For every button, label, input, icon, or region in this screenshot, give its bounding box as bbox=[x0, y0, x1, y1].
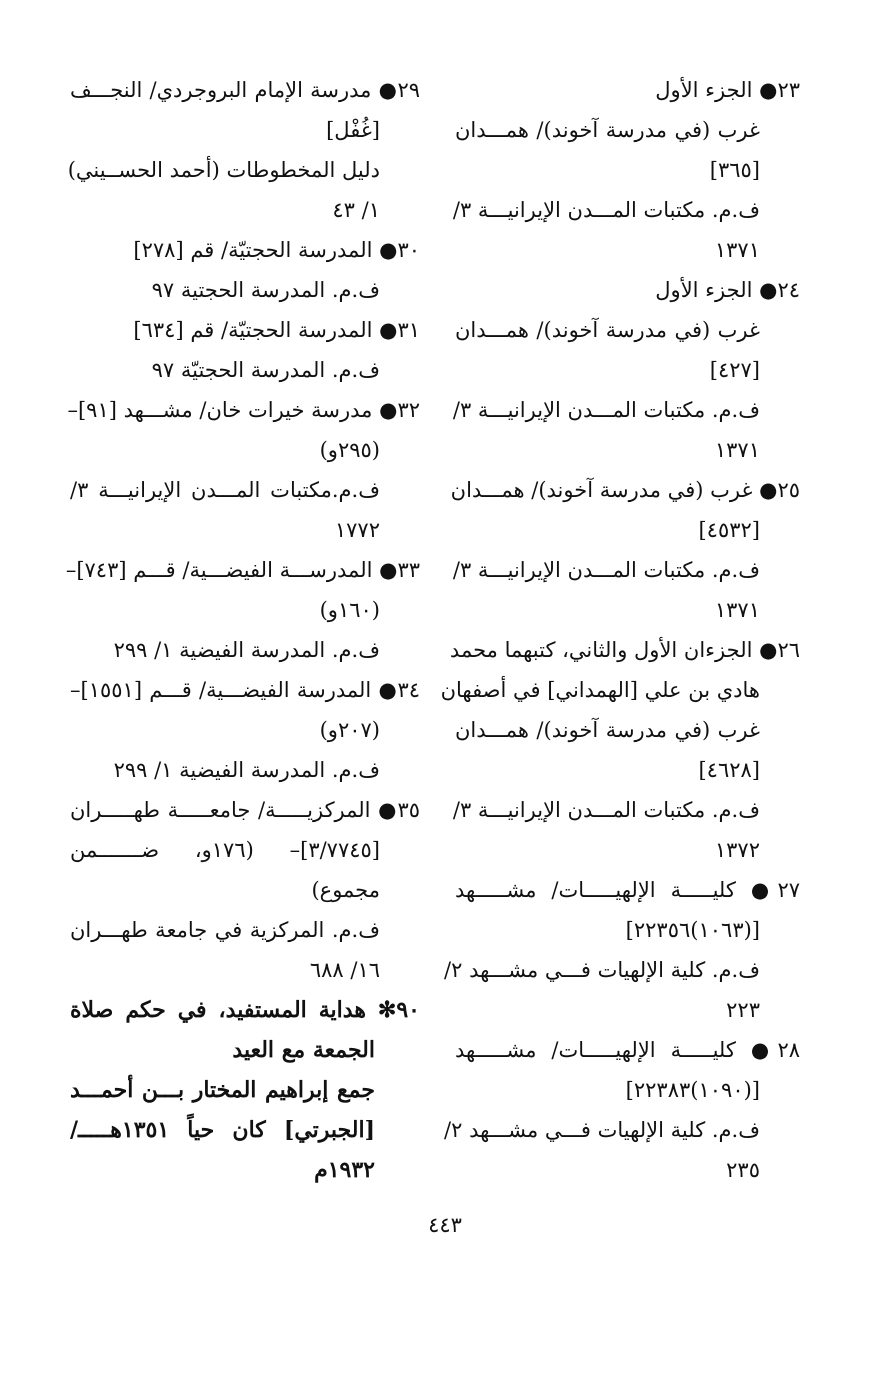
text-line: ٣١● المدرسة الحجتيّة/ قم [٦٣٤] bbox=[133, 318, 420, 342]
text-line: هادي بن علي [الهمداني] في أصفهان bbox=[440, 678, 760, 702]
text-line: ف.م.مكتبات المـــدن الإيرانيـــة ٣/ bbox=[70, 478, 380, 502]
text-line: [٤٥٣٢] bbox=[698, 518, 760, 542]
text-line: ٢٥● غرب (في مدرسة آخوند)/ همـــدان bbox=[450, 478, 800, 502]
text-line: [الجبرتي] كان حياً ١٣٥١هـــــ/ bbox=[70, 1117, 375, 1143]
text-line: [٣/٧٧٤٥]– (١٧٦و، ضـــــــمن bbox=[70, 838, 380, 862]
text-line: (٢٠٧و) bbox=[319, 718, 380, 742]
text-line: ١٣٧١ bbox=[714, 598, 760, 622]
text-line: ف.م. كلية الإلهيات فـــي مشـــهد ٢/ bbox=[444, 1118, 760, 1142]
text-line: ٣٤● المدرسة الفيضـــية/ قـــم [١٥٥١]– bbox=[70, 678, 420, 702]
text-line: (٢٩٥و) bbox=[319, 438, 380, 462]
text-line: ف.م. مكتبات المـــدن الإيرانيـــة ٣/ bbox=[452, 198, 760, 222]
text-line: [(١٠٩٠)٢٢٣٨٣] bbox=[625, 1078, 760, 1102]
text-line: ٩٠✻ هداية المستفيد، في حكم صلاة bbox=[70, 997, 420, 1023]
text-line: ف.م. مكتبات المـــدن الإيرانيـــة ٣/ bbox=[452, 398, 760, 422]
text-line: ٢٣● الجزء الأول bbox=[655, 78, 800, 102]
text-line: ف.م. المدرسة الفيضية ١/ ٢٩٩ bbox=[113, 758, 380, 782]
text-line: [٣٦٥] bbox=[709, 158, 760, 182]
text-line: [٤٦٢٨] bbox=[698, 758, 760, 782]
text-line: ١٣٧١ bbox=[714, 438, 760, 462]
text-line: ف.م. المدرسة الحجتيّة ٩٧ bbox=[151, 358, 380, 382]
text-line: ف.م. مكتبات المـــدن الإيرانيـــة ٣/ bbox=[452, 558, 760, 582]
text-line: ٢٩● مدرسة الإمام البروجردي/ النجـــف bbox=[70, 78, 420, 102]
text-line: غرب (في مدرسة آخوند)/ همـــدان bbox=[455, 118, 760, 142]
text-line: [٤٢٧] bbox=[709, 358, 760, 382]
text-line: دليل المخطوطات (أحمد الحســيني) bbox=[67, 158, 380, 182]
text-line: ف.م. كلية الإلهيات فـــي مشـــهد ٢/ bbox=[444, 958, 760, 982]
text-line: ٢٧● كليـــــة الإلهيـــــات/ مشـــــهد bbox=[455, 878, 800, 902]
text-line: ف.م. المدرسة الفيضية ١/ ٢٩٩ bbox=[113, 638, 380, 662]
text-line: ف.م. مكتبات المـــدن الإيرانيـــة ٣/ bbox=[452, 798, 760, 822]
page-number: ٤٤٣ bbox=[428, 1213, 462, 1237]
text-line: ٣٥● المركزيـــــة/ جامعـــــة طهـــــران bbox=[70, 798, 420, 822]
text-line: غرب (في مدرسة آخوند)/ همـــدان bbox=[455, 718, 760, 742]
text-line: ٢٤● الجزء الأول bbox=[655, 278, 800, 302]
text-line: (١٦٠و) bbox=[319, 598, 380, 622]
text-line: ١٣٧٢ bbox=[714, 838, 760, 862]
text-line: ١٧٧٢ bbox=[334, 518, 380, 542]
text-line: جمع إبراهيم المختار بـــن أحمـــد bbox=[70, 1077, 375, 1103]
text-line: ٣٢● مدرسة خيرات خان/ مشـــهد [٩١]– bbox=[67, 398, 420, 422]
text-line: الجمعة مع العيد bbox=[232, 1037, 375, 1063]
text-line: ٢٢٣ bbox=[726, 998, 760, 1022]
text-line: ف.م. المركزية في جامعة طهـــران bbox=[70, 918, 380, 942]
text-line: غرب (في مدرسة آخوند)/ همـــدان bbox=[455, 318, 760, 342]
text-line: ١٣٧١ bbox=[714, 238, 760, 262]
text-line: ١٦/ ٦٨٨ bbox=[309, 958, 380, 982]
left-column bbox=[65, 70, 420, 1190]
text-line: ١/ ٤٣ bbox=[332, 198, 380, 222]
text-line: ٢٨● كليـــــة الإلهيـــــات/ مشـــــهد bbox=[455, 1038, 800, 1062]
text-line: مجموع) bbox=[311, 878, 380, 902]
text-line: ٢٣٥ bbox=[726, 1158, 760, 1182]
text-line: ف.م. المدرسة الحجتية ٩٧ bbox=[151, 278, 380, 302]
text-line: [غُفْل] bbox=[326, 118, 380, 142]
text-line: ٢٦● الجزءان الأول والثاني، كتبهما محمد bbox=[449, 638, 800, 662]
text-line: ٣٠● المدرسة الحجتيّة/ قم [٢٧٨] bbox=[133, 238, 420, 262]
text-line: ١٩٣٢م bbox=[314, 1157, 375, 1183]
text-line: [(١٠٦٣)٢٢٣٥٦] bbox=[625, 918, 760, 942]
right-column bbox=[440, 70, 800, 1190]
text-line: ٣٣● المدرســـة الفيضـــية/ قـــم [٧٤٣]– bbox=[65, 558, 420, 582]
